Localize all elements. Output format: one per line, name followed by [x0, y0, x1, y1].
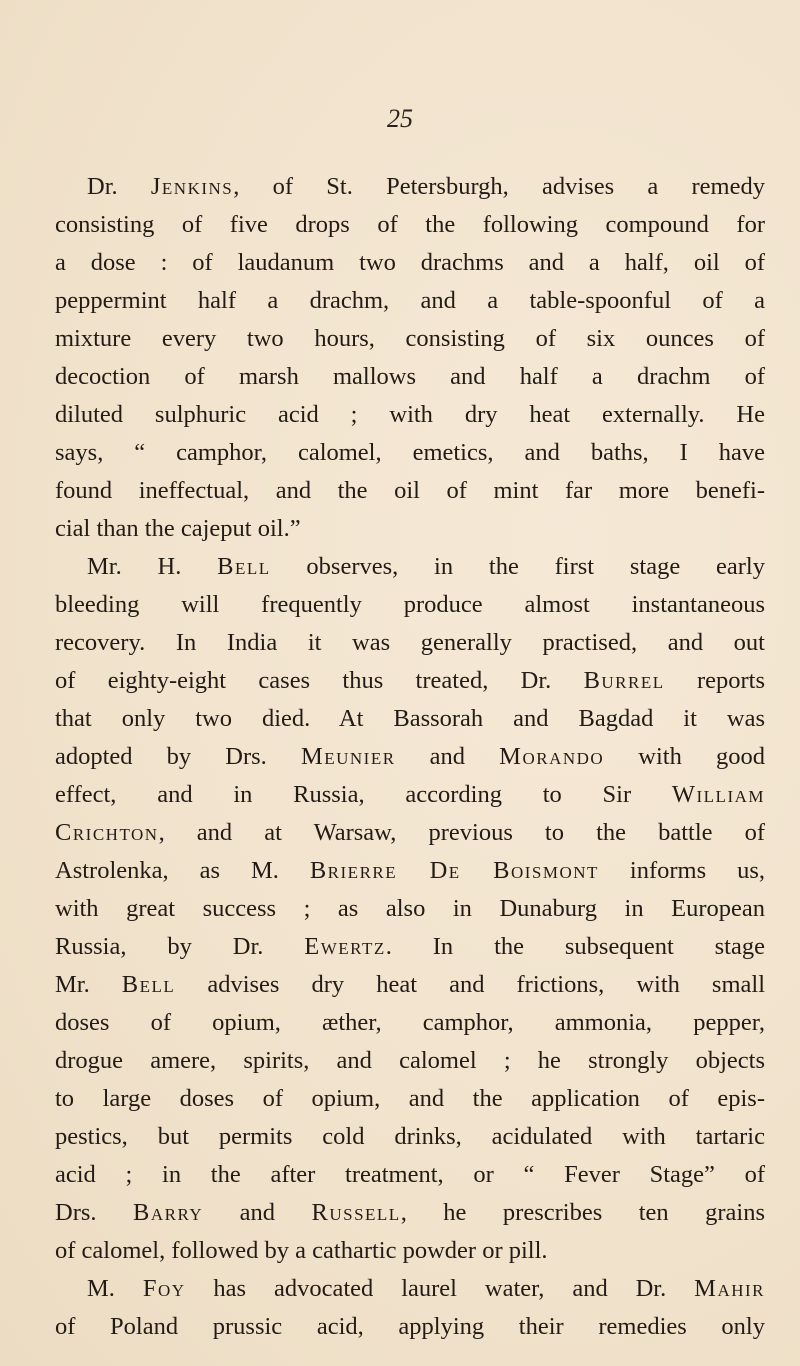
text-line: [55, 434, 765, 472]
text-line: [55, 814, 765, 852]
text-segment: informs us,: [598, 857, 765, 884]
text-line: [55, 168, 765, 206]
text-segment: recovery. In India it was generally practised, and out: [55, 629, 765, 656]
text-segment: a dose : of laudanum two drachms and a half, oil of: [55, 249, 765, 276]
text-line: [55, 1156, 765, 1194]
text-line: [55, 1042, 765, 1080]
text-segment: with good: [604, 743, 765, 770]
text-line: [55, 1308, 765, 1346]
text-segment: consisting of five drops of the following compound for: [55, 211, 765, 238]
text-segment: of calomel, followed by a cathartic powder or pill.: [55, 1237, 548, 1264]
text-line: [55, 1080, 765, 1118]
text-segment: Russia, by Dr.: [55, 933, 305, 960]
text-segment: observes, in the first stage early: [270, 553, 765, 580]
text-line: [55, 586, 765, 624]
text-segment: Dr.: [87, 173, 151, 200]
text-line: [55, 700, 765, 738]
text-segment: reports: [664, 667, 765, 694]
text-segment: pestics, but permits cold drinks, acidulated with tartaric: [55, 1123, 765, 1150]
text-segment: decoction of marsh mallows and half a drachm of: [55, 363, 765, 390]
person-name: Russell: [311, 1199, 401, 1226]
text-line: [55, 206, 765, 244]
text-line: [55, 396, 765, 434]
person-name: Barry: [133, 1199, 204, 1226]
text-segment: of eighty-eight cases thus treated, Dr.: [55, 667, 584, 694]
text-line: [55, 928, 765, 966]
text-segment: to large doses of opium, and the application of epis-: [55, 1085, 765, 1112]
text-segment: bleeding will frequently produce almost instantaneous: [55, 591, 765, 618]
text-segment: of Poland prussic acid, applying their remedies only: [55, 1313, 765, 1340]
text-segment: cial than the cajeput oil.”: [55, 515, 301, 542]
text-segment: says, “ camphor, calomel, emetics, and baths, I have: [55, 439, 765, 466]
text-line: [55, 1194, 765, 1232]
text-segment: with great success ; as also in Dunaburg in European: [55, 895, 765, 922]
page-number: 25: [387, 104, 413, 133]
text-segment: Mr. H.: [87, 553, 218, 580]
text-segment: , of St. Petersburgh, advises a remedy: [233, 173, 765, 200]
text-line: [55, 662, 765, 700]
person-name: Brierre De Boismont: [309, 857, 599, 884]
text-line: [55, 1232, 765, 1270]
text-segment: Drs.: [55, 1199, 133, 1226]
text-segment: Mr.: [55, 971, 122, 998]
text-segment: and: [395, 743, 500, 770]
person-name: Ewertz: [304, 933, 386, 960]
text-line: [55, 966, 765, 1004]
person-name: Meunier: [300, 743, 396, 770]
text-line: [55, 282, 765, 320]
text-line: [55, 776, 765, 814]
person-name: Bell: [217, 553, 271, 580]
text-segment: . In the subsequent stage: [385, 933, 765, 960]
text-segment: , he prescribes ten grains: [400, 1199, 766, 1226]
text-line: [55, 1270, 765, 1308]
text-segment: Astrolenka, as M.: [55, 857, 310, 884]
text-segment: and: [203, 1199, 312, 1226]
text-line: [55, 472, 765, 510]
text-line: [55, 890, 765, 928]
text-segment: effect, and in Russia, according to Sir: [55, 781, 672, 808]
text-segment: found ineffectual, and the oil of mint far more benefi-: [55, 477, 765, 504]
person-name: Mahir: [694, 1275, 765, 1302]
text-segment: peppermint half a drachm, and a table-spoonful of a: [55, 287, 765, 314]
text-line: [55, 358, 765, 396]
text-segment: doses of opium, æther, camphor, ammonia, pepper,: [55, 1009, 765, 1036]
person-name: Crichton: [55, 819, 159, 846]
person-name: Burrel: [583, 667, 665, 694]
text-segment: that only two died. At Bassorah and Bagdad it was: [55, 705, 765, 732]
text-line: [55, 244, 765, 282]
text-segment: drogue amere, spirits, and calomel ; he strongly objects: [55, 1047, 765, 1074]
text-line: [55, 320, 765, 358]
text-segment: M.: [87, 1275, 143, 1302]
person-name: Morando: [499, 743, 605, 770]
text-line: [55, 1004, 765, 1042]
body-text: [55, 168, 765, 1346]
text-segment: has advocated laurel water, and Dr.: [185, 1275, 695, 1302]
text-line: [55, 548, 765, 586]
person-name: Foy: [142, 1275, 186, 1302]
text-segment: advises dry heat and frictions, with small: [175, 971, 766, 998]
text-segment: adopted by Drs.: [55, 743, 301, 770]
text-segment: acid ; in the after treatment, or “ Fever Stage” of: [55, 1161, 765, 1188]
text-line: [55, 738, 765, 776]
text-line: [55, 1118, 765, 1156]
person-name: Bell: [121, 971, 176, 998]
text-line: [55, 852, 765, 890]
person-name: Jenkins: [150, 173, 234, 200]
text-line: [55, 624, 765, 662]
text-segment: , and at Warsaw, previous to the battle of: [158, 819, 765, 846]
text-segment: mixture every two hours, consisting of six ounces of: [55, 325, 765, 352]
person-name: William: [671, 781, 765, 808]
text-line: [55, 510, 765, 548]
text-segment: diluted sulphuric acid ; with dry heat externally. He: [55, 401, 765, 428]
